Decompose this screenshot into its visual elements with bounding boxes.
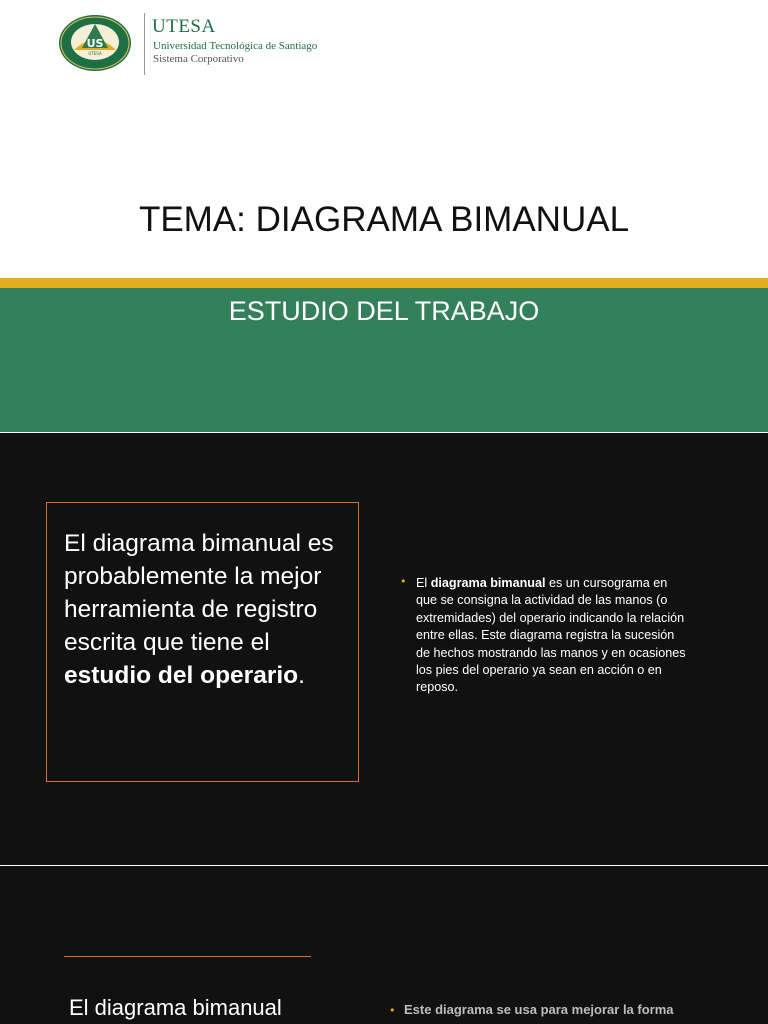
usage-heading: El diagrama bimanual: [69, 995, 282, 1020]
quote-plain: El diagrama bimanual es probablemente la mejor herramienta de registro escrita que tiene el: [64, 530, 334, 656]
org-subtitle: Sistema Corporativo: [153, 53, 244, 65]
definition-slide: [0, 433, 768, 865]
bullet-bold: diagrama bimanual: [430, 576, 546, 590]
usage-bullet-text: Este diagrama se usa para mejorar la forma: [404, 1002, 674, 1017]
org-name: UTESA: [152, 16, 216, 37]
slide-subtitle: ESTUDIO DEL TRABAJO: [228, 296, 540, 326]
svg-text:UTESA: UTESA: [88, 51, 102, 56]
svg-text:US: US: [86, 37, 104, 50]
bullet-text: [416, 575, 688, 697]
bullet-rest: es un cursograma en que se consigna la actividad de las manos (o extremidades) del operario indicando la relación entre ellas. Este diagrama registra la sucesión de hechos mostrando las manos y en ocasiones los pies del operario ya sean en acción o en reposo.: [416, 576, 686, 695]
gold-accent-bar: [0, 278, 768, 288]
orange-accent-line: [64, 956, 311, 957]
title-slide: [0, 0, 768, 432]
quote-end: .: [298, 662, 305, 689]
quote-text: [64, 527, 349, 692]
usage-slide: [0, 866, 768, 1024]
quote-box: [46, 502, 359, 782]
bullet-icon: •: [400, 575, 407, 588]
slide-title: TEMA: DIAGRAMA BIMANUAL: [138, 200, 630, 239]
bullet-icon: •: [389, 1004, 396, 1017]
org-full-name: Universidad Tecnológica de Santiago: [153, 40, 318, 52]
quote-bold: estudio del operario: [64, 662, 299, 689]
bullet-prefix: El: [416, 576, 431, 590]
utesa-logo: [58, 14, 132, 72]
logo-divider: [144, 13, 145, 75]
